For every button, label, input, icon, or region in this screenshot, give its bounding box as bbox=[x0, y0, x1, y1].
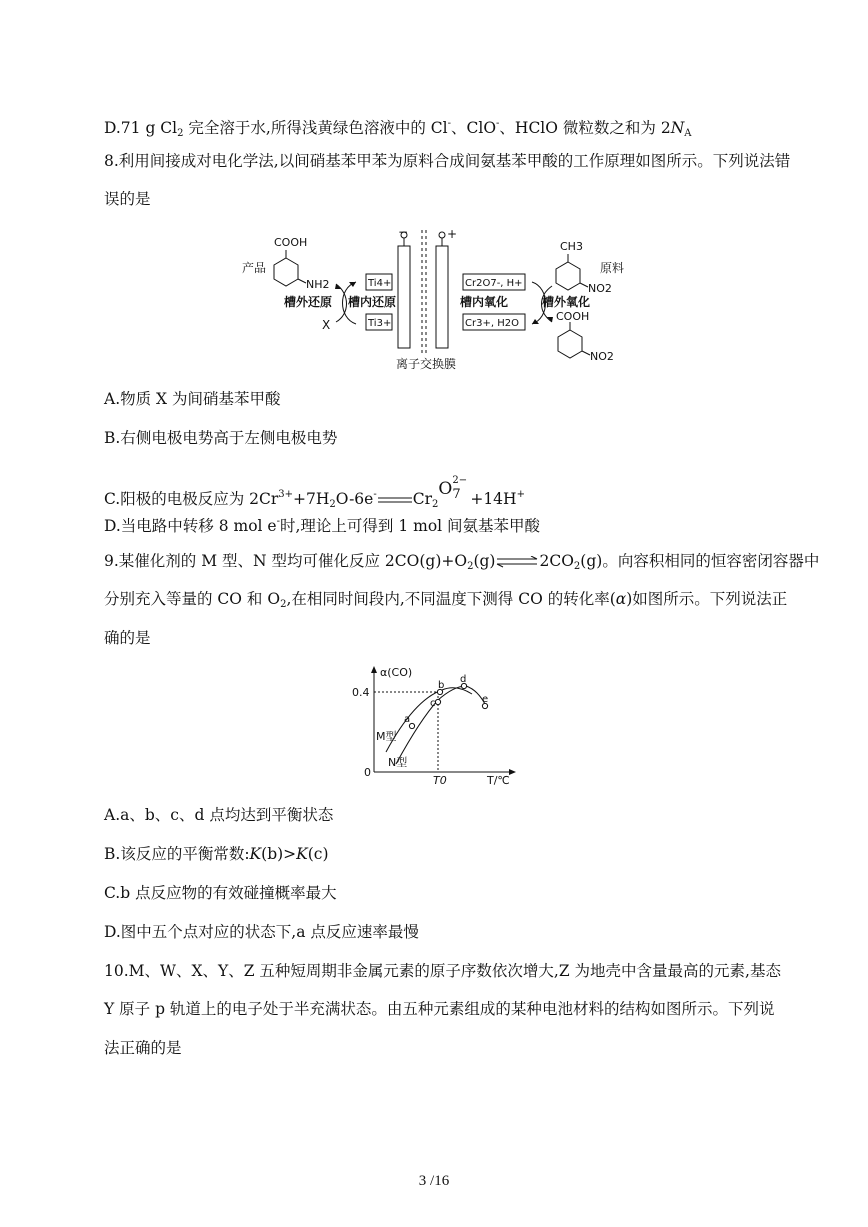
product-label: 产品 bbox=[242, 261, 267, 275]
conversion-graph bbox=[346, 664, 526, 788]
q10-stem-line2: Y 原子 p 轨道上的电子处于半充满状态。由五种元素组成的某种电池材料的结构如图所示。下列说 bbox=[104, 1000, 775, 1018]
cathode-plate bbox=[398, 246, 410, 348]
point-a bbox=[409, 723, 414, 728]
q9-option-b: B.该反应的平衡常数:K(b)>K(c) bbox=[104, 845, 329, 863]
cooh-top: COOH bbox=[274, 236, 308, 249]
q8-stem-line2: 误的是 bbox=[104, 190, 151, 208]
m-curve-label: M型 bbox=[376, 730, 397, 743]
label-e: e bbox=[482, 694, 489, 705]
inside-reduction-label: 槽内还原 bbox=[348, 295, 397, 309]
q8-option-b: B.右侧电极电势高于左侧电极电势 bbox=[104, 429, 338, 447]
outside-oxidation-label: 槽外氧化 bbox=[542, 295, 591, 309]
product-benzene-ring bbox=[274, 258, 298, 286]
q9-stem-line3: 确的是 bbox=[104, 629, 151, 647]
cr2o7-label: Cr2O7-, H+ bbox=[465, 278, 523, 289]
no2-top-label: NO2 bbox=[588, 282, 612, 295]
q7-option-d: D.71 g $Cl_2$ 完全溶于水,所得浅黄绿色溶液中的 Cl-、ClO-、HClO 微粒数之和为 $2N_A$ bbox=[104, 118, 692, 139]
electrolysis-diagram bbox=[238, 226, 638, 372]
q9-stem-line2: 分别充入等量的 CO 和 $O_2$,在相同时间段内,不同温度下测得 CO 的转化率(α)如图所示。下列说法正 bbox=[104, 590, 788, 610]
plus-sign: + bbox=[447, 227, 458, 241]
label-d: d bbox=[460, 674, 467, 685]
intermediate-benzene-ring bbox=[558, 330, 582, 358]
cooh-bottom: COOH bbox=[556, 310, 590, 323]
inside-oxidation-label: 槽内氧化 bbox=[460, 295, 509, 309]
equals-arrow bbox=[377, 495, 413, 505]
q8-option-d: D.当电路中转移 8 mol e-时,理论上可得到 1 mol 间氨基苯甲酸 bbox=[104, 516, 541, 535]
reversible-arrow bbox=[495, 556, 539, 568]
q8-option-c: C.阳极的电极反应为 $2Cr^{3+}+7H_2O-6e^-$ $Cr_2O$ 2− 7 +14H+ bbox=[104, 475, 525, 510]
raw-benzene-ring bbox=[556, 262, 580, 290]
m-curve bbox=[386, 688, 472, 752]
y-tick-label: 0.4 bbox=[352, 686, 370, 699]
x-tick-label: T0 bbox=[433, 774, 447, 787]
q9-stem-line1: 9.某催化剂的 M 型、N 型均可催化反应 $2CO(g)+O_2(g)$ $2CO_2(g)$。向容积相同的恒容密闭容器中 bbox=[104, 552, 820, 572]
q9-option-c: C.b 点反应物的有效碰撞概率最大 bbox=[104, 884, 337, 902]
minus-sign: − bbox=[398, 226, 409, 239]
q8-stem-line1: 8.利用间接成对电化学法,以间硝基苯甲苯为原料合成间氨基苯甲酸的工作原理如图所示。下列说法错 bbox=[104, 152, 791, 170]
x-axis-label: T/℃ bbox=[487, 774, 510, 787]
membrane-label: 离子交换膜 bbox=[396, 357, 457, 371]
no2-bottom-label: NO2 bbox=[590, 350, 614, 363]
q9-option-d: D.图中五个点对应的状态下,a 点反应速率最慢 bbox=[104, 923, 419, 941]
ti3-label: Ti3+ bbox=[368, 318, 392, 329]
y-axis-label: α(CO) bbox=[380, 666, 413, 679]
ch3-label: CH3 bbox=[560, 240, 583, 253]
q10-stem-line1: 10.M、W、X、Y、Z 五种短周期非金属元素的原子序数依次增大,Z 为地壳中含量最高的元素,基态 bbox=[104, 962, 781, 980]
label-c: c bbox=[430, 698, 436, 709]
x-label: X bbox=[322, 318, 331, 332]
raw-label: 原料 bbox=[600, 261, 625, 275]
label-b: b bbox=[438, 680, 445, 691]
ti4-label: Ti4+ bbox=[368, 278, 392, 289]
page-number: 3 /16 bbox=[418, 1173, 450, 1189]
label-a: a bbox=[404, 714, 411, 725]
anode-plate bbox=[436, 246, 448, 348]
point-c bbox=[435, 699, 440, 704]
q8-option-a: A.物质 X 为间硝基苯甲酸 bbox=[104, 390, 281, 408]
n-curve-label: N型 bbox=[388, 756, 408, 769]
q9-option-a: A.a、b、c、d 点均达到平衡状态 bbox=[104, 806, 334, 824]
cr3-label: Cr3+, H2O bbox=[465, 318, 519, 329]
q10-stem-line3: 法正确的是 bbox=[104, 1039, 182, 1057]
outside-reduction-label: 槽外还原 bbox=[284, 295, 333, 309]
origin-label: 0 bbox=[364, 766, 371, 779]
nh2-label: NH2 bbox=[306, 278, 330, 291]
outside-reduction-arrow bbox=[336, 284, 347, 322]
